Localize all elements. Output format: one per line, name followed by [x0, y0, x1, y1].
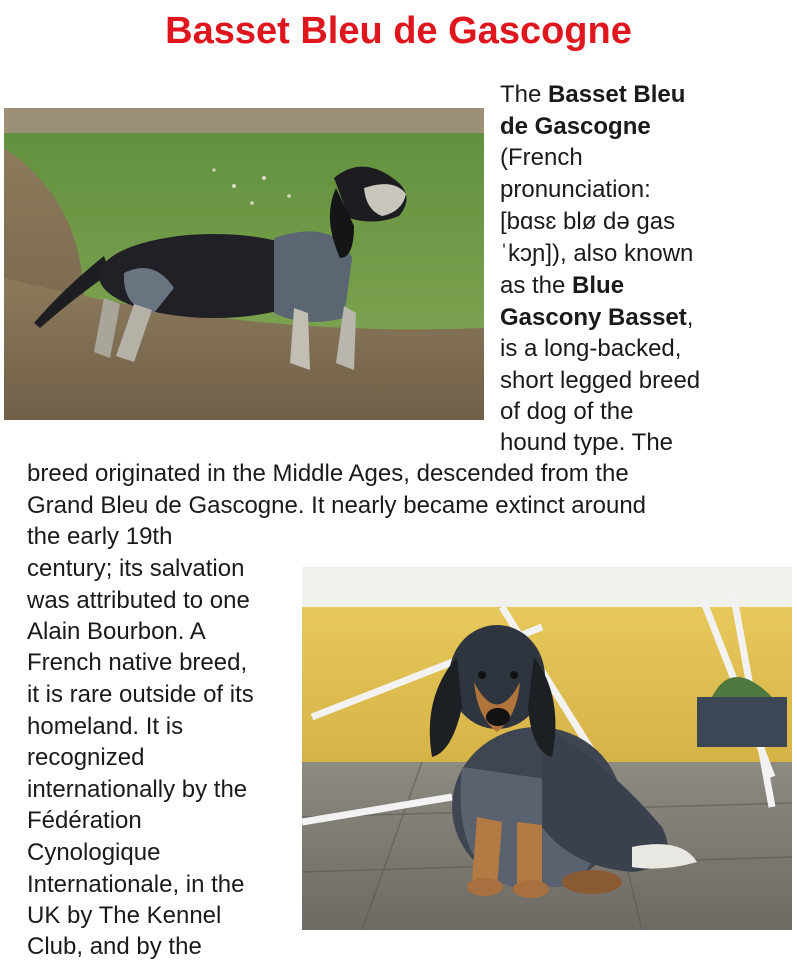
- text-line: Fédération: [27, 807, 142, 834]
- text-line: French native breed,: [27, 649, 248, 676]
- dog-sitting-photo: [302, 567, 792, 930]
- text-line: Cynologique: [27, 839, 161, 866]
- text-line: of dog of the: [500, 398, 634, 425]
- text-line: breed originated in the Middle Ages, descended from the: [27, 460, 629, 487]
- text-line: the early 19th: [27, 523, 173, 550]
- text-line: recognized: [27, 744, 145, 771]
- text-line: Alain Bourbon. A: [27, 618, 206, 645]
- text-line: hound type. The: [500, 429, 674, 456]
- text-line: as the Blue: [500, 272, 625, 299]
- text-line: (French: [500, 144, 583, 171]
- text-line: internationally by the: [27, 776, 248, 803]
- text-line: Grand Bleu de Gascogne. It nearly became extinct around: [27, 492, 647, 519]
- text-line: pronunciation:: [500, 176, 651, 203]
- text-line: is a long-backed,: [500, 335, 682, 362]
- text-line: Gascony Basset,: [500, 304, 694, 331]
- text-line: UK by The Kennel: [27, 902, 222, 929]
- text-line: The Basset Bleu: [500, 81, 686, 108]
- text-line: was attributed to one: [27, 587, 250, 614]
- text-line: ˈkɔɲ]), also known: [500, 240, 694, 267]
- text-line: short legged breed: [500, 367, 701, 394]
- text-line: de Gascogne: [500, 113, 651, 140]
- text-line: century; its salvation: [27, 555, 245, 582]
- text-line: Club, and by the: [27, 933, 202, 960]
- text-line: Internationale, in the: [27, 871, 245, 898]
- text-line: [bɑsɛ blø də ɡas: [500, 208, 676, 235]
- text-line: it is rare outside of its: [27, 681, 254, 708]
- article-title: Basset Bleu de Gascogne: [165, 10, 632, 52]
- dog-standing-photo: [4, 108, 484, 420]
- text-line: homeland. It is: [27, 713, 184, 740]
